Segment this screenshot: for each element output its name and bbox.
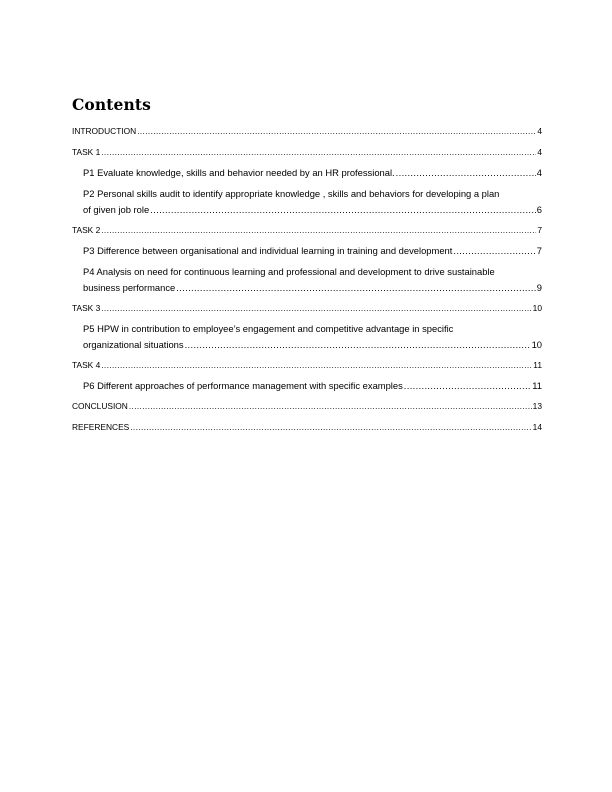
- toc-entry[interactable]: [72, 165, 542, 181]
- toc-page-number: 7: [536, 245, 542, 256]
- toc-entry[interactable]: [72, 243, 542, 259]
- toc-dot-leader: [453, 243, 535, 259]
- toc-entry-title: business performance: [83, 281, 176, 293]
- toc-dot-leader: [137, 124, 536, 139]
- toc-entry[interactable]: [72, 124, 542, 139]
- toc-page-number: 11: [533, 359, 542, 370]
- contents-heading: Contents: [72, 95, 151, 114]
- toc-entry-title: TASK 4: [72, 359, 101, 370]
- toc-entry[interactable]: [72, 399, 542, 414]
- toc-entry[interactable]: [72, 264, 542, 295]
- toc-dot-leader: [101, 223, 536, 238]
- toc-entry-title: TASK 3: [72, 302, 101, 313]
- toc-dot-leader: [185, 337, 531, 353]
- toc-entry-title: TASK 2: [72, 224, 101, 235]
- toc-entry[interactable]: [72, 420, 542, 435]
- toc-dot-leader: [130, 420, 531, 435]
- toc-dot-leader: [176, 280, 536, 296]
- toc-entry-title: INTRODUCTION: [72, 126, 137, 136]
- toc-entry-title: organizational situations: [83, 338, 184, 350]
- toc-entry[interactable]: [72, 358, 542, 373]
- toc-dot-leader: [129, 399, 532, 414]
- toc-entry[interactable]: [72, 321, 542, 352]
- toc-page-number: 7: [537, 224, 542, 235]
- toc-entry[interactable]: [72, 145, 542, 160]
- toc-page-number: 4: [537, 146, 542, 157]
- toc-dot-leader: [396, 165, 536, 181]
- toc-entry-title: TASK 1: [72, 146, 101, 157]
- toc-entry-title: P1 Evaluate knowledge, skills and behavior needed by an HR professional.: [83, 167, 395, 178]
- toc-page-number: 4: [536, 167, 542, 178]
- toc-entry-title: P6 Different approaches of performance management with specific examples: [83, 380, 403, 391]
- toc-dot-leader: [101, 145, 536, 160]
- toc-dot-leader: [150, 202, 536, 218]
- toc-entry-title-line1: P5 HPW in contribution to employee’s engagement and competitive advantage in specific: [83, 323, 454, 334]
- toc-page-number: 14: [532, 421, 542, 432]
- toc-entry-title: of given job role: [83, 203, 150, 215]
- toc-entry-title: CONCLUSION: [72, 401, 128, 411]
- toc-entry-title-line1: P4 Analysis on need for continuous learning and professional and development to drive sustainable: [83, 266, 495, 277]
- toc-dot-leader: [101, 358, 532, 373]
- toc-entry-title: P3 Difference between organisational and individual learning in training and development: [83, 245, 453, 256]
- toc-entry[interactable]: [72, 378, 542, 394]
- toc-entry[interactable]: [72, 223, 542, 238]
- toc-page-number: 6: [536, 203, 542, 215]
- toc-page-number: 10: [532, 302, 542, 313]
- toc-dot-leader: [101, 301, 531, 316]
- toc-entry-title: REFERENCES: [72, 421, 130, 432]
- table-of-contents: [72, 124, 542, 440]
- toc-page-number: 10: [531, 338, 542, 350]
- toc-page-number: 9: [536, 281, 542, 293]
- toc-page-number: 13: [532, 401, 542, 411]
- toc-entry[interactable]: [72, 301, 542, 316]
- toc-entry[interactable]: [72, 186, 542, 217]
- toc-page-number: 4: [537, 126, 542, 136]
- toc-page-number: 11: [532, 380, 542, 391]
- toc-entry-title-line1: P2 Personal skills audit to identify appropriate knowledge , skills and behaviors for developing a plan: [83, 188, 500, 199]
- toc-dot-leader: [404, 378, 531, 394]
